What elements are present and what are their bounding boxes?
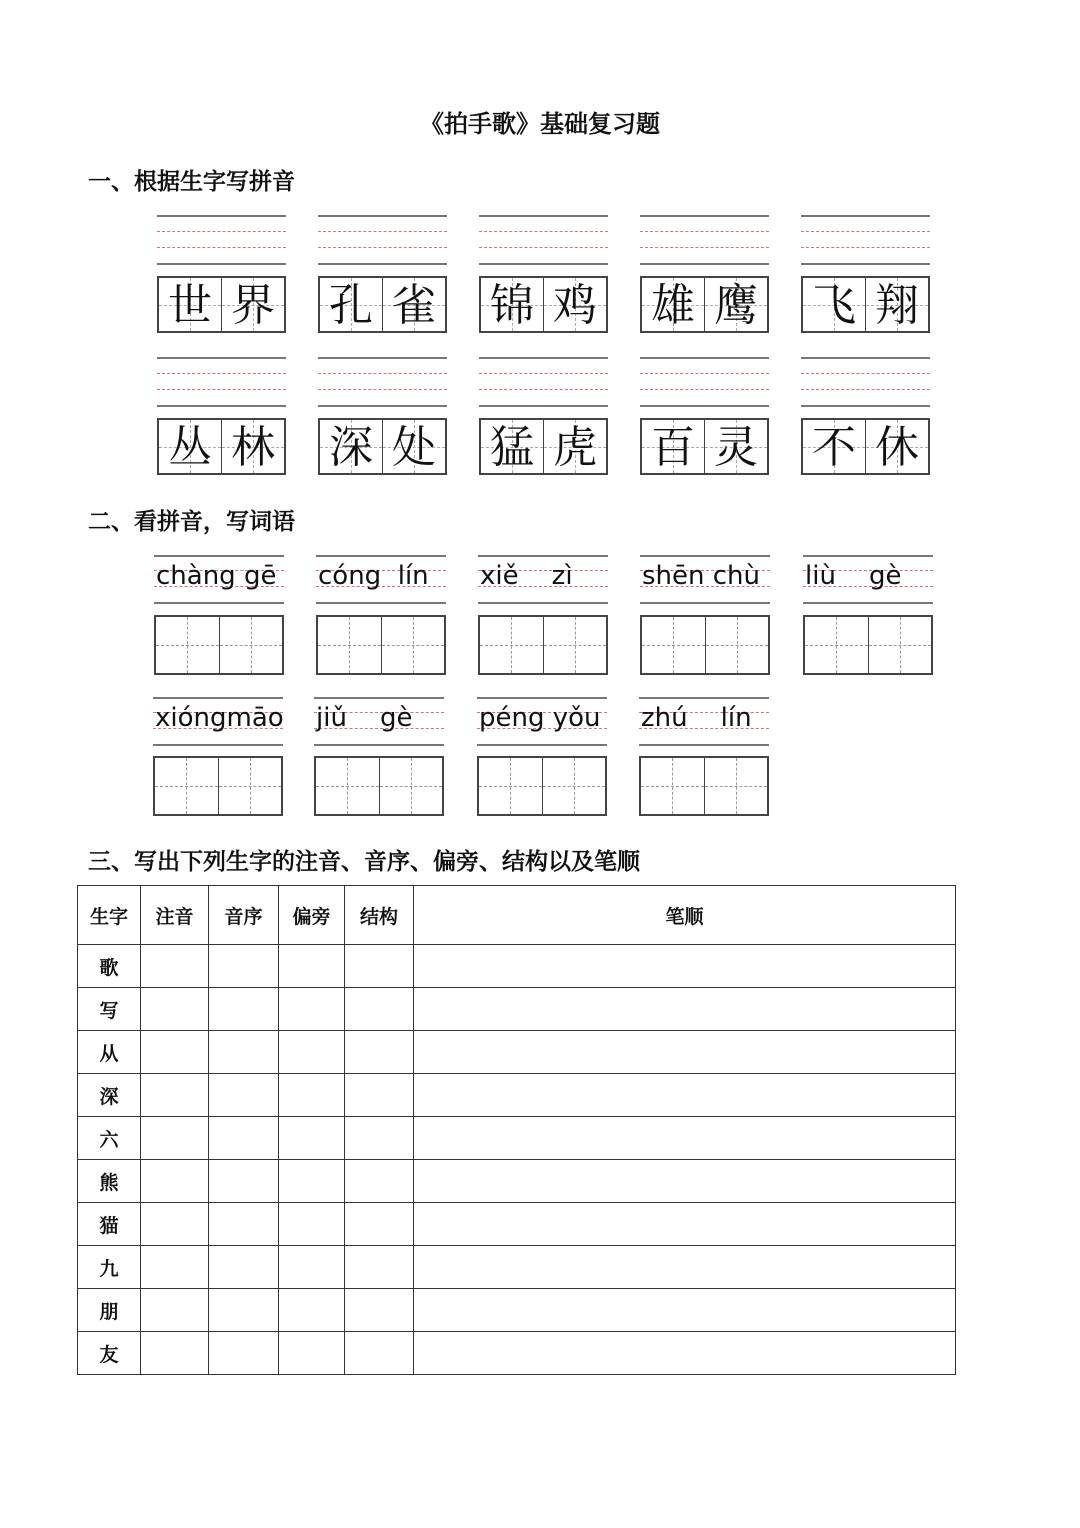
char-cell xyxy=(803,420,865,473)
char-cell: 深 xyxy=(78,1074,141,1117)
word-box xyxy=(157,418,286,475)
word-write-box[interactable] xyxy=(639,756,769,816)
pinyin-text: cóng lín xyxy=(318,561,429,591)
pinyin-writing-lines[interactable] xyxy=(801,357,930,407)
char-cell: 歌 xyxy=(78,945,141,988)
answer-cell[interactable] xyxy=(345,1031,414,1074)
pinyin-writing-lines[interactable] xyxy=(801,215,930,265)
char-cell: 从 xyxy=(78,1031,141,1074)
table-row xyxy=(78,1160,956,1203)
char-cell xyxy=(865,278,928,331)
char-text: 灵 xyxy=(714,422,758,473)
char-cell xyxy=(481,420,543,473)
answer-cell[interactable] xyxy=(414,1289,956,1332)
char-text: 休 xyxy=(875,422,919,473)
char-cell xyxy=(543,278,606,331)
char-text: 雀 xyxy=(392,280,436,331)
char-cell xyxy=(704,420,767,473)
char-cell xyxy=(803,278,865,331)
word-box xyxy=(157,276,286,333)
pinyin-writing-lines[interactable] xyxy=(318,357,447,407)
char-cell xyxy=(481,278,543,331)
word-box xyxy=(640,276,769,333)
write-cell[interactable] xyxy=(218,758,282,814)
char-text: 丛 xyxy=(168,422,212,473)
pinyin-text: xiě zì xyxy=(480,561,573,591)
word-write-box[interactable] xyxy=(640,615,770,675)
pinyin-writing-lines[interactable] xyxy=(640,357,769,407)
answer-cell[interactable] xyxy=(345,1074,414,1117)
answer-cell[interactable] xyxy=(414,945,956,988)
answer-cell[interactable] xyxy=(345,1332,414,1375)
char-cell xyxy=(382,278,445,331)
char-cell: 猫 xyxy=(78,1203,141,1246)
answer-cell[interactable] xyxy=(209,988,279,1031)
section-1-heading: 一、根据生字写拼音 xyxy=(88,169,295,195)
char-text: 界 xyxy=(231,280,275,331)
char-text: 翔 xyxy=(875,280,919,331)
word-box xyxy=(318,418,447,475)
answer-cell[interactable] xyxy=(141,1074,209,1117)
answer-cell[interactable] xyxy=(279,945,345,988)
table-row xyxy=(78,1074,956,1117)
write-cell[interactable] xyxy=(642,617,705,673)
write-cell[interactable] xyxy=(318,617,381,673)
pinyin-text: liù gè xyxy=(805,561,902,591)
char-cell xyxy=(159,278,221,331)
table-row xyxy=(78,988,956,1031)
write-cell[interactable] xyxy=(705,617,769,673)
header-jiegou: 结构 xyxy=(345,886,414,945)
table-row xyxy=(78,1332,956,1375)
write-cell[interactable] xyxy=(641,758,704,814)
pinyin-writing-lines[interactable] xyxy=(318,215,447,265)
table-row xyxy=(78,1117,956,1160)
answer-cell[interactable] xyxy=(279,1031,345,1074)
char-text: 虎 xyxy=(553,422,597,473)
section-2-heading: 二、看拼音，写词语 xyxy=(88,509,295,535)
char-text: 锦 xyxy=(490,280,534,331)
answer-cell[interactable] xyxy=(414,1246,956,1289)
char-cell xyxy=(642,278,704,331)
word-box xyxy=(801,418,930,475)
write-cell[interactable] xyxy=(155,758,218,814)
answer-cell[interactable] xyxy=(414,1074,956,1117)
char-text: 雄 xyxy=(651,280,695,331)
write-cell[interactable] xyxy=(381,617,445,673)
write-cell[interactable] xyxy=(219,617,283,673)
answer-cell[interactable] xyxy=(279,1117,345,1160)
answer-cell[interactable] xyxy=(345,1160,414,1203)
answer-cell[interactable] xyxy=(209,1031,279,1074)
header-pianpang: 偏旁 xyxy=(279,886,345,945)
pinyin-writing-lines[interactable] xyxy=(157,215,286,265)
answer-cell[interactable] xyxy=(141,1160,209,1203)
table-row xyxy=(78,1031,956,1074)
answer-cell[interactable] xyxy=(279,1074,345,1117)
answer-cell[interactable] xyxy=(141,988,209,1031)
char-text: 世 xyxy=(168,280,212,331)
pinyin-writing-lines[interactable] xyxy=(479,215,608,265)
write-cell[interactable] xyxy=(479,758,542,814)
answer-cell[interactable] xyxy=(345,988,414,1031)
pinyin-text: péng yǒu xyxy=(479,703,601,733)
answer-cell[interactable] xyxy=(141,1289,209,1332)
header-zhuyin: 注音 xyxy=(141,886,209,945)
answer-cell[interactable] xyxy=(209,945,279,988)
word-write-box[interactable] xyxy=(803,615,933,675)
char-text: 百 xyxy=(651,422,695,473)
write-cell[interactable] xyxy=(480,617,543,673)
write-cell[interactable] xyxy=(704,758,768,814)
answer-cell[interactable] xyxy=(209,1246,279,1289)
header-char: 生字 xyxy=(78,886,141,945)
answer-cell[interactable] xyxy=(141,1332,209,1375)
table-row xyxy=(78,1203,956,1246)
answer-cell[interactable] xyxy=(414,988,956,1031)
write-cell[interactable] xyxy=(316,758,379,814)
char-text: 飞 xyxy=(812,280,856,331)
answer-cell[interactable] xyxy=(209,1117,279,1160)
char-table xyxy=(77,885,956,1375)
char-cell xyxy=(320,278,382,331)
answer-cell[interactable] xyxy=(141,1246,209,1289)
char-text: 猛 xyxy=(490,422,534,473)
answer-cell[interactable] xyxy=(279,1289,345,1332)
char-cell: 写 xyxy=(78,988,141,1031)
write-cell[interactable] xyxy=(379,758,443,814)
answer-cell[interactable] xyxy=(345,1117,414,1160)
pinyin-text: xióngmāo xyxy=(155,703,284,733)
answer-cell[interactable] xyxy=(345,1289,414,1332)
char-text: 处 xyxy=(392,422,436,473)
char-text: 深 xyxy=(329,422,373,473)
answer-cell[interactable] xyxy=(279,988,345,1031)
pinyin-text: jiǔ gè xyxy=(316,703,413,733)
answer-cell[interactable] xyxy=(209,1074,279,1117)
char-cell: 六 xyxy=(78,1117,141,1160)
pinyin-writing-lines[interactable] xyxy=(479,357,608,407)
char-cell: 朋 xyxy=(78,1289,141,1332)
word-box xyxy=(479,276,608,333)
answer-cell[interactable] xyxy=(141,1031,209,1074)
word-box xyxy=(801,276,930,333)
answer-cell[interactable] xyxy=(279,1332,345,1375)
answer-cell[interactable] xyxy=(414,1031,956,1074)
page-title: 《拍手歌》基础复习题 xyxy=(420,110,660,138)
char-cell: 九 xyxy=(78,1246,141,1289)
char-cell: 熊 xyxy=(78,1160,141,1203)
pinyin-text: shēn chù xyxy=(642,561,761,591)
write-cell[interactable] xyxy=(543,617,607,673)
section-3-heading: 三、写出下列生字的注音、音序、偏旁、结构以及笔顺 xyxy=(88,849,640,875)
word-write-box[interactable] xyxy=(153,756,283,816)
write-cell[interactable] xyxy=(542,758,606,814)
answer-cell[interactable] xyxy=(345,1246,414,1289)
write-cell[interactable] xyxy=(805,617,868,673)
table-header-row xyxy=(78,886,956,945)
char-cell xyxy=(382,420,445,473)
char-cell xyxy=(543,420,606,473)
word-write-box[interactable] xyxy=(316,615,446,675)
word-write-box[interactable] xyxy=(314,756,444,816)
answer-cell[interactable] xyxy=(279,1160,345,1203)
char-cell xyxy=(159,420,221,473)
answer-cell[interactable] xyxy=(209,1203,279,1246)
answer-cell[interactable] xyxy=(209,1160,279,1203)
char-text: 鹰 xyxy=(714,280,758,331)
table-row xyxy=(78,945,956,988)
write-cell[interactable] xyxy=(868,617,932,673)
table-row xyxy=(78,1289,956,1332)
char-text: 不 xyxy=(812,422,856,473)
answer-cell[interactable] xyxy=(414,1160,956,1203)
char-cell xyxy=(221,278,284,331)
char-cell xyxy=(704,278,767,331)
word-write-box[interactable] xyxy=(154,615,284,675)
word-box xyxy=(479,418,608,475)
pinyin-text: zhú lín xyxy=(641,703,752,733)
word-box xyxy=(640,418,769,475)
answer-cell[interactable] xyxy=(279,1246,345,1289)
answer-cell[interactable] xyxy=(141,1203,209,1246)
pinyin-writing-lines[interactable] xyxy=(640,215,769,265)
answer-cell[interactable] xyxy=(414,1332,956,1375)
char-cell: 友 xyxy=(78,1332,141,1375)
char-text: 鸡 xyxy=(553,280,597,331)
header-bishun: 笔顺 xyxy=(414,886,956,945)
answer-cell[interactable] xyxy=(414,1203,956,1246)
answer-cell[interactable] xyxy=(279,1203,345,1246)
char-cell xyxy=(221,420,284,473)
answer-cell[interactable] xyxy=(141,1117,209,1160)
answer-cell[interactable] xyxy=(414,1117,956,1160)
char-cell xyxy=(320,420,382,473)
word-box xyxy=(318,276,447,333)
word-write-box[interactable] xyxy=(478,615,608,675)
write-cell[interactable] xyxy=(156,617,219,673)
header-yinxu: 音序 xyxy=(209,886,279,945)
answer-cell[interactable] xyxy=(209,1289,279,1332)
pinyin-writing-lines[interactable] xyxy=(157,357,286,407)
pinyin-text: chàng gē xyxy=(156,561,277,591)
char-cell xyxy=(865,420,928,473)
answer-cell[interactable] xyxy=(209,1332,279,1375)
word-write-box[interactable] xyxy=(477,756,607,816)
answer-cell[interactable] xyxy=(141,945,209,988)
char-text: 林 xyxy=(231,422,275,473)
table-row xyxy=(78,1246,956,1289)
char-text: 孔 xyxy=(329,280,373,331)
answer-cell[interactable] xyxy=(345,945,414,988)
char-cell xyxy=(642,420,704,473)
answer-cell[interactable] xyxy=(345,1203,414,1246)
